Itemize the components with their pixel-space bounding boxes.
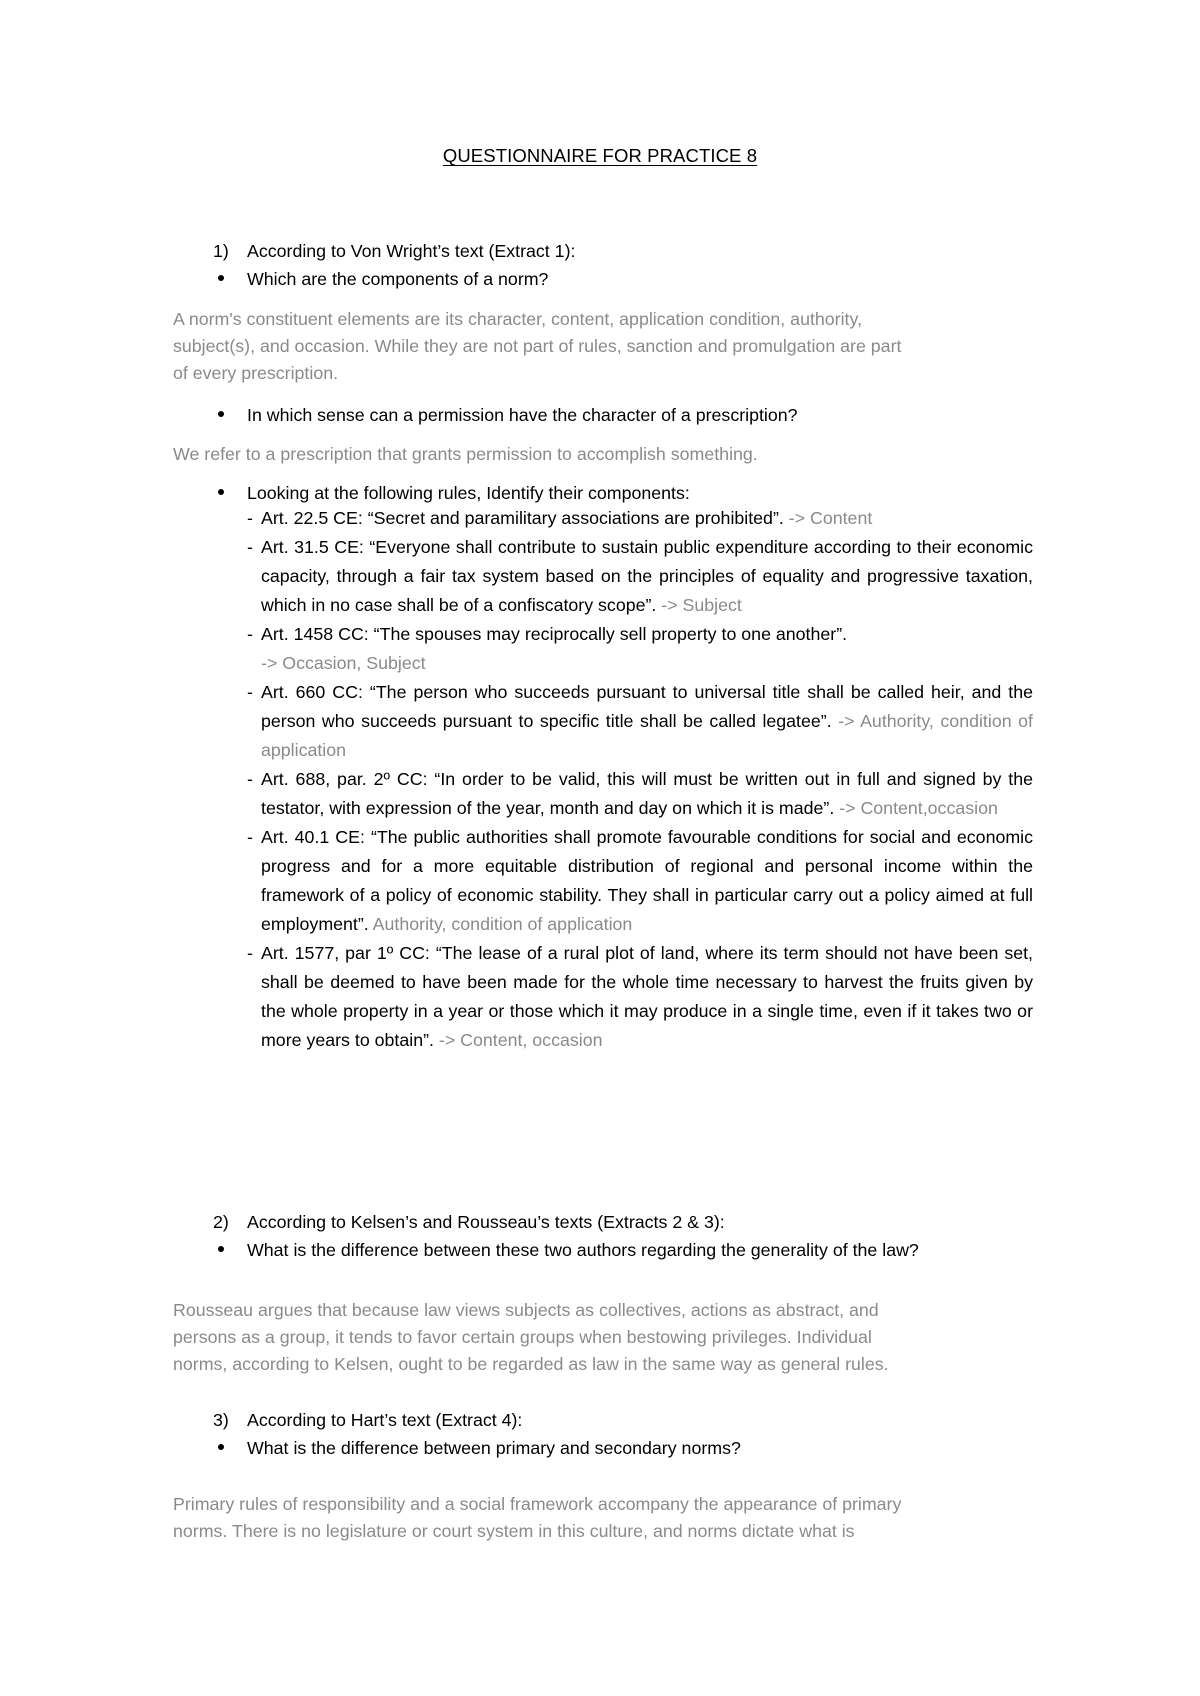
rule-text: Art. 688, par. 2º CC: “In order to be valid, this will must be written out in full and signed by the testator, with expression of the year, month and day on which it is made”. bbox=[261, 769, 1033, 818]
rule-item bbox=[247, 765, 1033, 823]
dash-marker: - bbox=[247, 769, 253, 789]
answer-2-line-1: Rousseau argues that because law views subjects as collectives, actions as abstract, and bbox=[173, 1300, 879, 1320]
question-3-number: 3) bbox=[213, 1410, 229, 1430]
rule-item bbox=[247, 823, 1033, 939]
rule-text: Art. 1577, par 1º CC: “The lease of a rural plot of land, where its term should not have been set, shall be deemed to have been made for the whole time necessary to harvest the fruits given by the whole property in a year or those which it may produce in a single time, even if it takes two or more years to obtain”. bbox=[261, 943, 1033, 1050]
question-3-heading: According to Hart’s text (Extract 4): bbox=[247, 1410, 523, 1430]
question-1b: In which sense can a permission have the character of a prescription? bbox=[247, 405, 798, 425]
bullet-icon bbox=[218, 1246, 224, 1252]
rule-text: Art. 40.1 CE: “The public authorities shall promote favourable conditions for social and economic progress and for a more equitable distribution of regional and personal income within the framework of a policy of economic stability. They shall in particular carry out a policy aimed at full employment”. bbox=[261, 827, 1033, 934]
rule-answer: -> Subject bbox=[656, 595, 742, 615]
bullet-icon bbox=[218, 1444, 224, 1450]
rule-text: Art. 22.5 CE: “Secret and paramilitary associations are prohibited”. bbox=[261, 508, 784, 528]
dash-marker: - bbox=[247, 508, 253, 528]
rules-list bbox=[247, 504, 1033, 1055]
question-1-number: 1) bbox=[213, 241, 229, 261]
dash-marker: - bbox=[247, 943, 253, 963]
rule-text: Art. 660 CC: “The person who succeeds pursuant to universal title shall be called heir, and the person who succeeds pursuant to specific title shall be called legatee”. bbox=[261, 682, 1033, 731]
answer-1a-line-2: subject(s), and occasion. While they are not part of rules, sanction and promulgation are part bbox=[173, 336, 902, 356]
rule-item bbox=[247, 620, 1033, 678]
rule-text: Art. 1458 CC: “The spouses may reciprocally sell property to one another”. bbox=[261, 624, 848, 644]
question-2-number: 2) bbox=[213, 1212, 229, 1232]
rule-answer: -> Occasion, Subject bbox=[261, 653, 426, 673]
dash-marker: - bbox=[247, 682, 253, 702]
question-2a: What is the difference between these two authors regarding the generality of the law? bbox=[247, 1240, 919, 1260]
document-title: QUESTIONNAIRE FOR PRACTICE 8 bbox=[442, 145, 758, 166]
answer-1b: We refer to a prescription that grants permission to accomplish something. bbox=[173, 444, 758, 464]
bullet-icon bbox=[218, 275, 224, 281]
dash-marker: - bbox=[247, 624, 253, 644]
rule-item bbox=[247, 504, 1033, 533]
rule-item bbox=[247, 533, 1033, 620]
answer-1a-line-1: A norm's constituent elements are its character, content, application condition, authority, bbox=[173, 309, 863, 329]
answer-2-line-3: norms, according to Kelsen, ought to be regarded as law in the same way as general rules. bbox=[173, 1354, 889, 1374]
question-3a: What is the difference between primary and secondary norms? bbox=[247, 1438, 741, 1458]
dash-marker: - bbox=[247, 537, 253, 557]
rule-answer: -> Authority, condition of application bbox=[261, 711, 1033, 760]
answer-2-line-2: persons as a group, it tends to favor certain groups when bestowing privileges. Individual bbox=[173, 1327, 872, 1347]
dash-marker: - bbox=[247, 827, 253, 847]
rule-item bbox=[247, 939, 1033, 1055]
question-2-heading: According to Kelsen’s and Rousseau’s texts (Extracts 2 & 3): bbox=[247, 1212, 725, 1232]
answer-1a-line-3: of every prescription. bbox=[173, 363, 339, 383]
question-1a: Which are the components of a norm? bbox=[247, 269, 549, 289]
bullet-icon bbox=[218, 489, 224, 495]
bullet-icon bbox=[218, 411, 224, 417]
answer-3-line-1: Primary rules of responsibility and a social framework accompany the appearance of primary bbox=[173, 1494, 902, 1514]
rule-answer: -> Content,occasion bbox=[834, 798, 998, 818]
rule-text: Art. 31.5 CE: “Everyone shall contribute to sustain public expenditure according to their economic capacity, through a fair tax system based on the principles of equality and progressive taxation, which in no case shall be of a confiscatory scope”. bbox=[261, 537, 1033, 615]
rule-answer: Authority, condition of application bbox=[368, 914, 633, 934]
question-1c: Looking at the following rules, Identify their components: bbox=[247, 483, 690, 503]
answer-3-line-2: norms. There is no legislature or court system in this culture, and norms dictate what is bbox=[173, 1521, 855, 1541]
question-1-heading: According to Von Wright’s text (Extract 1): bbox=[247, 241, 576, 261]
rule-answer: -> Content, occasion bbox=[433, 1030, 603, 1050]
rule-item bbox=[247, 678, 1033, 765]
rule-answer: -> Content bbox=[783, 508, 873, 528]
